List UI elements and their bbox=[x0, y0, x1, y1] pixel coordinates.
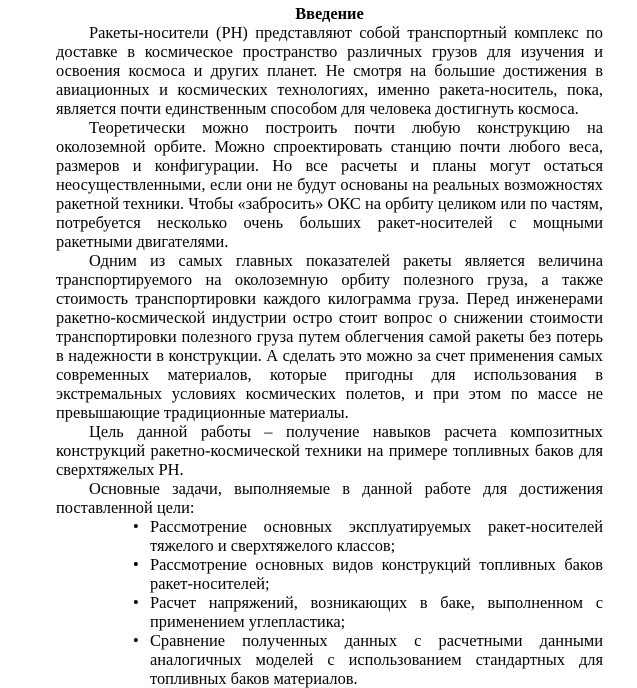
paragraph-orbit-construction: Теоретически можно построить почти любую конструкцию на околоземной орбите. Можно спроектировать станцию почти любого веса, размеров и конфигурации. Но все расчеты и планы могут остаться неосуществленными, если они не будут основаны на реальных возможностях ракетной техники. Чтобы «забросить» ОКС на орбиту целиком или по частям, потребуется несколько очень больших ракет-носителей с мощными ракетными двигателями. bbox=[56, 118, 603, 251]
list-item-text: Рассмотрение основных видов конструкций топливных баков ракет-носителей; bbox=[150, 555, 603, 593]
section-title: Введение bbox=[295, 4, 364, 23]
list-item bbox=[133, 631, 603, 688]
bullet-icon: • bbox=[133, 631, 139, 650]
paragraph-payload-cost: Одним из самых главных показателей ракеты является величина транспортируемого на околоземную орбиту полезного груза, а также стоимость транспортировки каждого килограмма груза. Перед инженерами ракетно-космической индустрии остро стоит вопрос о снижении стоимости транспортировки полезного груза путем облегчения самой ракеты без потерь в надежности в конструкции. А сделать это можно за счет применения самых современных материалов, которые пригодны для использования в экстремальных условиях космических полетов, и при этом по массе не превышающие традиционные материалы. bbox=[56, 251, 603, 422]
paragraph-goal: Цель данной работы – получение навыков расчета композитных конструкций ракетно-космической техники на примере топливных баков для сверхтяжелых РН. bbox=[56, 422, 603, 479]
list-item-text: Расчет напряжений, возникающих в баке, выполненном с применением углепластика; bbox=[150, 593, 603, 631]
list-item bbox=[133, 517, 603, 555]
tasks-list bbox=[56, 517, 603, 688]
list-item bbox=[133, 593, 603, 631]
paragraph-tasks-intro: Основные задачи, выполняемые в данной работе для достижения поставленной цели: bbox=[56, 479, 603, 517]
bullet-icon: • bbox=[133, 555, 139, 574]
list-item bbox=[133, 555, 603, 593]
paragraph-intro: Ракеты-носители (РН) представляют собой транспортный комплекс по доставке в космическое пространство различных грузов для изучения и освоения космоса и других планет. Не смотря на большие достижения в авиационных и космических технологиях, именно ракета-носитель, пока, является почти единственным способом для человека достигнуть космоса. bbox=[56, 23, 603, 118]
bullet-icon: • bbox=[133, 593, 139, 612]
list-item-text: Рассмотрение основных эксплуатируемых ракет-носителей тяжелого и сверхтяжелого классов; bbox=[150, 517, 603, 555]
document-page bbox=[56, 4, 603, 688]
list-item-text: Сравнение полученных данных с расчетными данными аналогичных моделей с использованием стандартных для топливных баков материалов. bbox=[150, 631, 603, 688]
bullet-icon: • bbox=[133, 517, 139, 536]
